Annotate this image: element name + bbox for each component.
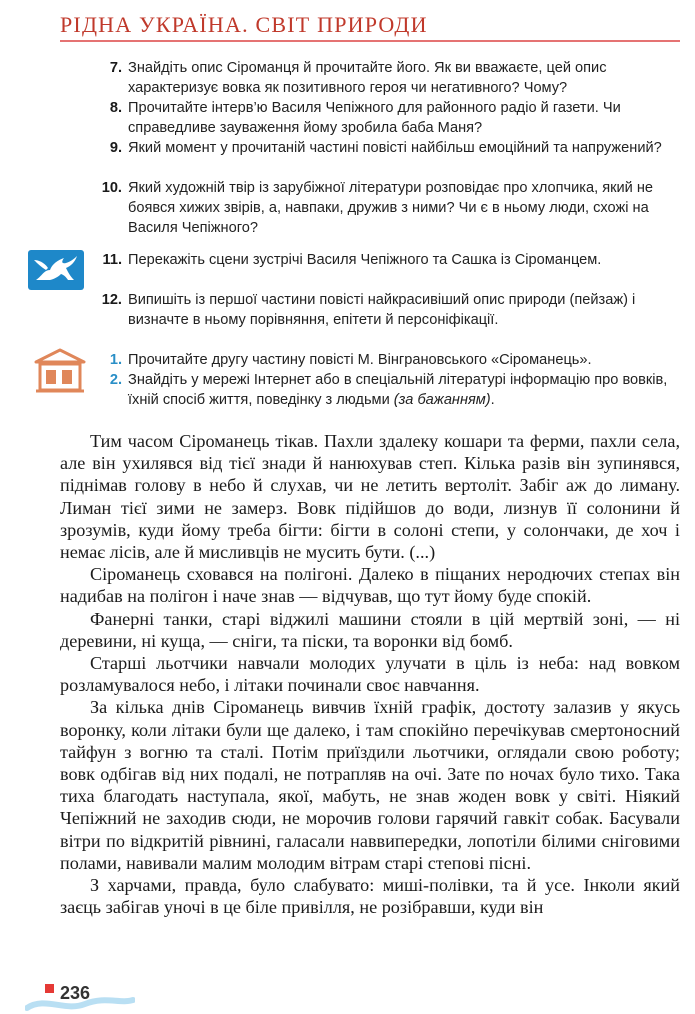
header-divider bbox=[60, 40, 680, 42]
paragraph: Тим часом Сіроманець тікав. Пахли здалеку кошари та ферми, пахли села, але він ухилявся від тієї знади й нанюхував степ. Кілька разів він зупинявся, піднімав голову в небо й слухав, чи не летить вертоліт. Забіг аж до лиману. Лиман тієї зими не замерз. Вовк підійшов до води, лизнув її солонини й зрозумів, куди йому треба бігти: бігти в солоні степи, у солончаки, де хоч і немає лісів, але й мисливців не мусить бути. (...) bbox=[60, 431, 680, 563]
homework-item bbox=[60, 350, 680, 370]
question-number: 8. bbox=[109, 100, 122, 116]
story-excerpt bbox=[60, 430, 680, 918]
question-item bbox=[60, 138, 680, 178]
homework-number: 2. bbox=[109, 372, 122, 388]
question-item bbox=[60, 98, 680, 138]
question-item bbox=[60, 178, 680, 238]
paragraph: Сіроманець сховався на полігоні. Далеко в піщаних неродючих степах він надибав на полігон і наче знав — відчував, що тут йому буде спокій. bbox=[60, 564, 680, 607]
question-item bbox=[60, 250, 680, 290]
question-item bbox=[60, 58, 680, 98]
question-text: Випишіть із першої частини повісті найкрасивіший опис природи (пейзаж) і визначте в ньому порівняння, епітети й персоніфікації. bbox=[128, 292, 636, 328]
homework-note: (за бажанням) bbox=[393, 392, 491, 408]
question-number: 9. bbox=[109, 140, 122, 156]
homework-text: Прочитайте другу частину повісті М. Вінграновського «Сіроманець». bbox=[128, 352, 592, 368]
paragraph: Фанерні танки, старі віджилі машини стояли в цій мертвій зоні, — ні деревини, ні куща, — сніги, та піски, та воронки від бомб. bbox=[60, 608, 680, 651]
question-text: Перекажіть сцени зустрічі Василя Чепіжного та Сашка із Сіроманцем. bbox=[128, 252, 602, 268]
paragraph: Старші льотчики навчали молодих улучати в ціль із неба: над вовком розламувалося небо, і літаки починали своє навчання. bbox=[60, 653, 680, 696]
question-number: 7. bbox=[109, 60, 122, 76]
paragraph: З харчами, правда, було слабувато: миші-полівки, та й усе. Інколи який заєць забігав уночі в це біле привілля, не розібравши, куди він bbox=[60, 875, 680, 918]
page-header-title: РІДНА УКРАЇНА. СВІТ ПРИРОДИ bbox=[60, 12, 428, 37]
page-number: 236 bbox=[60, 983, 91, 1003]
question-text: Знайдіть опис Сіроманця й прочитайте його. Як ви вважаєте, цей опис характеризує вовка як позитивного героя чи негативного? Чому? bbox=[128, 60, 607, 96]
question-number: 10. bbox=[101, 180, 122, 196]
paragraph: За кілька днів Сіроманець вивчив їхній графік, достоту залазив у якусь воронку, коли літаки були ще далеко, і там спокійно перечікував смертоносний тайфун з вогню та сталі. Потім приїздили льотчики, оглядали свою роботу; вовк одбігав від них подалі, не потрапляв на очі. Зате по ночах було тихо. Така тиха благодать наступала, якої, мабуть, не знав жоден вовк у світі. Ніякий Чепіжний не заходив сюди, не морочив голови гарячий гавкіт собак. Басували вітри по відкритій рівнині, галасали наввипередки, лопотіли білими сніговими полами, навивали малим молодим вітрам старі степові пісні. bbox=[60, 697, 680, 873]
question-number: 11. bbox=[102, 252, 122, 268]
homework-text: Знайдіть у мережі Інтернет або в спеціальній літературі інформацію про вовків, їхній спосіб життя, поведінку з людьми (за бажанням). bbox=[128, 372, 668, 408]
question-number: 12. bbox=[101, 292, 122, 308]
question-text: Який художній твір із зарубіжної літератури розповідає про хлопчика, який не боявся хижих звірів, а, навпаки, дружив з ними? Чи є в ньому люди, схожі на Василя Чепіжного? bbox=[128, 180, 654, 236]
page-marker-square bbox=[45, 984, 54, 993]
homework-number: 1. bbox=[109, 352, 122, 368]
question-text: Який момент у прочитаній частині повісті найбільш емоційний та напружений? bbox=[128, 140, 662, 156]
question-item bbox=[60, 290, 680, 330]
question-text: Прочитайте інтерв’ю Василя Чепіжного для районного радіо й газети. Чи справедливе зауваження йому зробила баба Маня? bbox=[128, 100, 621, 136]
homework-item bbox=[60, 370, 680, 410]
